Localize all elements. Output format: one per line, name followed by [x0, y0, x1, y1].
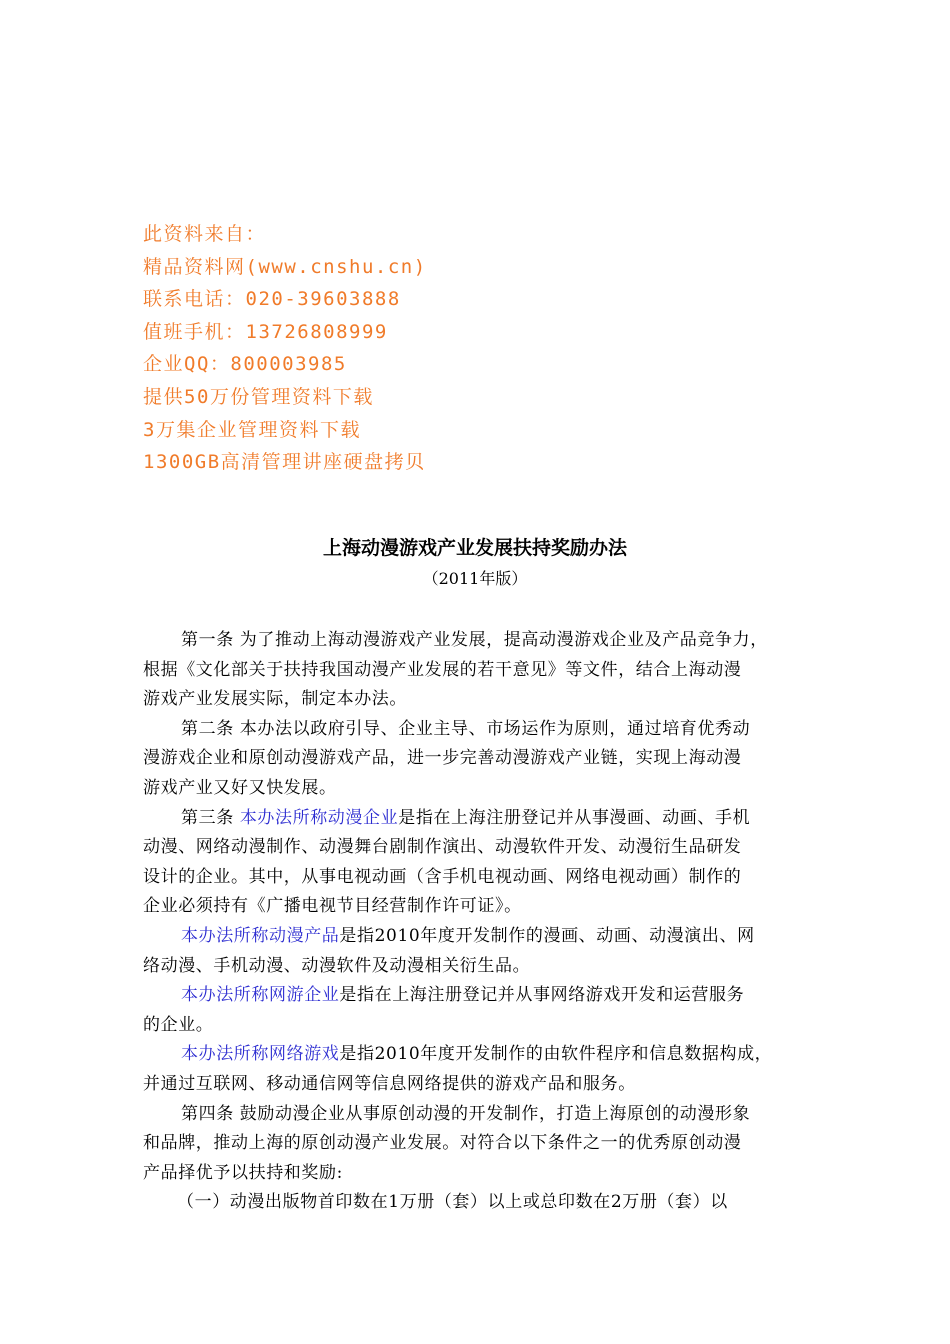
source-info-block [143, 218, 743, 479]
article-2-line: 第二条 本办法以政府引导、企业主导、市场运作为原则，通过培育优秀动 [181, 718, 751, 739]
article-3-line [143, 804, 811, 834]
definition-text: 是指2010年度开发制作的漫画、动画、动漫演出、网 [339, 925, 755, 946]
article-2-line: 漫游戏企业和原创动漫游戏产品，进一步完善动漫游戏产业链，实现上海动漫 [143, 748, 742, 769]
website-line: 精品资料网(www.cnshu.cn) [143, 255, 427, 278]
article-3-label: 第三条 [181, 807, 240, 828]
downloads-line: 提供50万份管理资料下载 [143, 385, 374, 408]
article-4-item-1: （一）动漫出版物首印数在1万册（套）以上或总印数在2万册（套）以 [177, 1192, 728, 1213]
definition-line [143, 1040, 811, 1070]
defined-term-anime-product: 本办法所称动漫产品 [181, 925, 340, 946]
definition-text: 是指在上海注册登记并从事网络游戏开发和运营服务 [339, 985, 745, 1006]
source-line: 此资料来自： [143, 223, 267, 245]
article-3-line: 设计的企业。其中，从事电视动画（含手机电视动画、网络电视动画）制作的 [143, 866, 742, 887]
defined-term-anime-enterprise: 本办法所称动漫企业 [239, 807, 399, 828]
mobile-line: 值班手机：13726808999 [143, 320, 388, 343]
document-subtitle: （2011年版） [422, 569, 528, 588]
article-4-line: 和品牌，推动上海的原创动漫产业发展。对符合以下条件之一的优秀原创动漫 [143, 1133, 742, 1154]
definition-line: 的企业。 [143, 1014, 214, 1035]
article-3-text: 是指在上海注册登记并从事漫画、动画、手机 [398, 807, 751, 828]
video-downloads-line: 3万集企业管理资料下载 [143, 418, 361, 441]
article-4-line: 产品择优予以扶持和奖励: [143, 1162, 343, 1183]
article-3-line: 企业必须持有《广播电视节目经营制作许可证》。 [143, 896, 522, 917]
phone-line: 联系电话：020-39603888 [143, 288, 401, 311]
defined-term-online-game: 本办法所称网络游戏 [181, 1044, 340, 1065]
definition-text: 是指2010年度开发制作的由软件程序和信息数据构成， [339, 1044, 773, 1065]
definition-line [143, 981, 811, 1011]
article-1-line: 游戏产业发展实际，制定本办法。 [143, 689, 407, 710]
article-1-line: 第一条 为了推动上海动漫游戏产业发展，提高动漫游戏企业及产品竞争力， [181, 630, 768, 650]
article-4-line: 第四条 鼓励动漫企业从事原创动漫的开发制作，打造上海原创的动漫形象 [181, 1103, 751, 1124]
definition-line: 并通过互联网、移动通信网等信息网络提供的游戏产品和服务。 [143, 1073, 636, 1094]
definition-line [143, 922, 811, 952]
hard-disk-line: 1300GB高清管理讲座硬盘拷贝 [143, 451, 426, 474]
document-title: 上海动漫游戏产业发展扶持奖励办法 [322, 537, 627, 559]
article-1-line: 根据《文化部关于扶持我国动漫产业发展的若干意见》等文件，结合上海动漫 [143, 659, 742, 680]
definition-line: 络动漫、手机动漫、动漫软件及动漫相关衍生品。 [143, 955, 531, 976]
article-2-line: 游戏产业又好又快发展。 [143, 777, 337, 798]
document-body [143, 626, 811, 1218]
article-3-line: 动漫、网络动漫制作、动漫舞台剧制作演出、动漫软件开发、动漫衍生品研发 [143, 837, 742, 858]
defined-term-online-game-enterprise: 本办法所称网游企业 [181, 985, 340, 1006]
qq-line: 企业QQ：800003985 [143, 353, 347, 376]
